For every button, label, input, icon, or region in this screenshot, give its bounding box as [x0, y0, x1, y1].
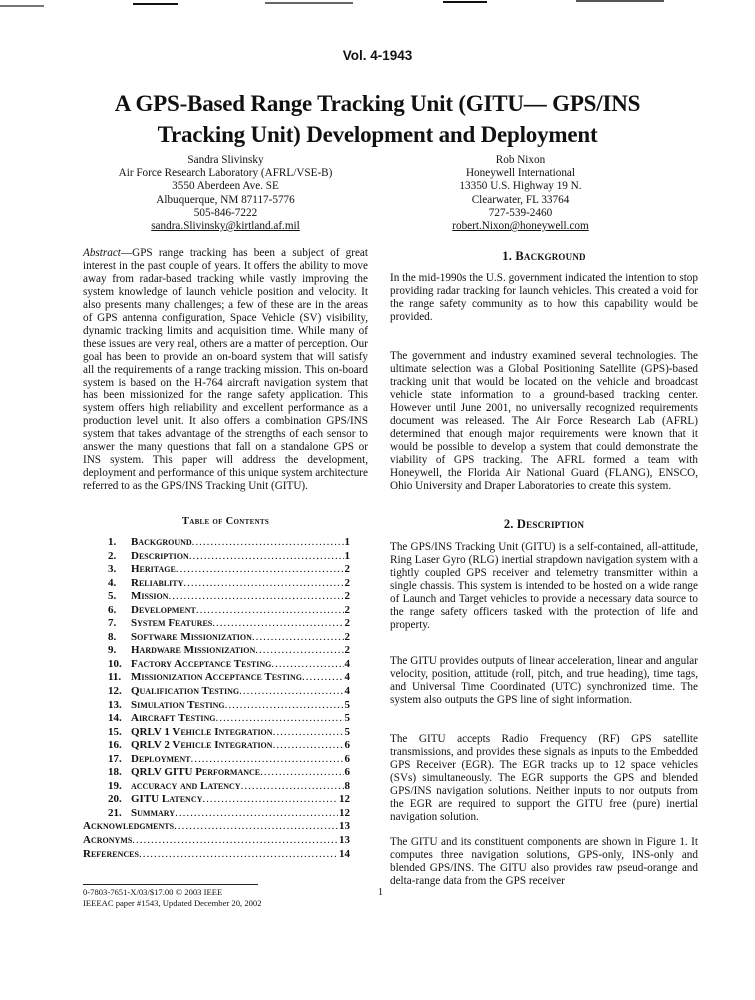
toc-number: 12. [108, 685, 122, 698]
toc-entry-acknowledgments[interactable] [83, 820, 350, 834]
paragraph-text: The GITU accepts Radio Frequency (RF) GPS satellite transmissions, and provides these signals as inputs to the Embedded GPS Receiver (EGR). The EGR tracks up to 12 space vehicles (SVs) simultaneously. The EGR supports the GPS and blended GPS/INS navigation solutions. Neither inputs to nor outputs from the EGR are required to support the GITU free (pure) inertial navigation solution. [390, 733, 698, 823]
toc-page: 4 [344, 657, 350, 670]
toc-leader-dots [191, 753, 344, 767]
toc-leader-dots [273, 726, 344, 740]
toc-number: 21. [108, 806, 122, 819]
toc-page: 5 [344, 698, 350, 711]
toc-number: 7. [108, 617, 117, 630]
toc-page: 5 [344, 725, 350, 738]
toc-title: Deployment [131, 752, 191, 765]
toc-page: 1 [344, 549, 350, 562]
paper-title-line-1: A GPS-Based Range Tracking Unit (GITU— GPS/INS [114, 91, 641, 116]
toc-page: 13 [339, 820, 350, 833]
toc-page: 2 [344, 630, 350, 643]
toc-page: 4 [344, 685, 350, 698]
page-number: 1 [378, 887, 383, 898]
toc-number: 4. [108, 576, 117, 589]
toc-entry-background[interactable] [108, 536, 350, 550]
toc-title: Software Missionization [131, 630, 252, 643]
toc-title: accuracy and Latency [131, 779, 241, 792]
volume-label: Vol. 4-1943 [342, 48, 413, 63]
toc-leader-dots [183, 577, 343, 591]
toc-entry-simulation-testing[interactable] [108, 699, 350, 713]
toc-page: 13 [339, 834, 350, 847]
toc-leader-dots [225, 699, 344, 713]
toc-entry-heritage[interactable] [108, 563, 350, 577]
toc-entry-description[interactable] [108, 550, 350, 564]
footnote-divider [83, 884, 258, 885]
abstract [83, 247, 368, 493]
toc-number: 9. [108, 644, 117, 657]
author-name: Rob Nixon [495, 154, 546, 166]
toc-title: Acronyms [83, 834, 133, 847]
toc-number: 10. [108, 657, 122, 670]
toc-entry-qrlv2-vehicle-integration[interactable] [108, 739, 350, 753]
toc-number: 19. [108, 779, 122, 792]
scan-artifact [133, 3, 178, 5]
toc-number: 16. [108, 739, 122, 752]
toc-page: 2 [344, 644, 350, 657]
toc-leader-dots [202, 793, 338, 807]
toc-title: Mission [131, 590, 169, 603]
toc-page: 2 [344, 617, 350, 630]
toc-title: Acknowledgments [83, 820, 175, 833]
toc-number: 5. [108, 590, 117, 603]
toc-number: 15. [108, 725, 122, 738]
author-email-link[interactable]: sandra.Slivinsky@kirtland.af.mil [151, 220, 300, 233]
toc-leader-dots [239, 685, 343, 699]
toc-entry-missionization-acceptance-testing[interactable] [108, 671, 350, 685]
scan-artifact [443, 1, 487, 3]
author-block-1 [83, 154, 368, 233]
background-paragraph-1 [390, 272, 698, 324]
toc-number: 20. [108, 793, 122, 806]
toc-page: 14 [339, 847, 350, 860]
section-heading-description: 2. Description [503, 517, 585, 531]
author-phone: 727-539-2460 [488, 206, 553, 219]
toc-title: Hardware Missionization [131, 644, 256, 657]
toc-number: 11. [108, 671, 122, 684]
toc-entry-aircraft-testing[interactable] [108, 712, 350, 726]
paper-id-line: IEEEAC paper #1543, Updated December 20, 2002 [83, 898, 262, 908]
toc-leader-dots [192, 536, 344, 550]
toc-entry-summary[interactable] [108, 807, 350, 821]
toc-page: 2 [344, 603, 350, 616]
toc-page: 2 [344, 590, 350, 603]
toc-page: 5 [344, 712, 350, 725]
toc-leader-dots [273, 739, 344, 753]
toc-heading: Table of Contents [181, 516, 270, 527]
toc-title: QRLV GITU Performance [131, 766, 261, 779]
toc-entry-mission[interactable] [108, 590, 350, 604]
toc-leader-dots [255, 644, 343, 658]
author-affiliation: Honeywell International [465, 167, 576, 180]
toc-entry-development[interactable] [108, 604, 350, 618]
toc-leader-dots [241, 780, 344, 794]
author-email-link[interactable]: robert.Nixon@honeywell.com [452, 220, 589, 233]
toc-leader-dots [212, 617, 343, 631]
toc-number: 6. [108, 603, 117, 616]
toc-leader-dots [271, 658, 343, 672]
toc-page: 6 [344, 739, 350, 752]
author-address-line-2: Albuquerque, NM 87117-5776 [156, 193, 295, 206]
toc-title: Description [131, 549, 189, 562]
toc-page: 12 [339, 793, 350, 806]
toc-number: 13. [108, 698, 122, 711]
footnote [83, 887, 262, 909]
author-block-2 [388, 154, 653, 233]
paragraph-text: The GITU provides outputs of linear acceleration, linear and angular velocity, position, attitude (roll, pitch, and true heading), time tags, and Universal Time Coordinated (UTC) synchronized time. The system also outputs the GPS line of sight information. [390, 655, 698, 706]
toc-page: 8 [344, 779, 350, 792]
paragraph-text: The GITU and its constituent components are shown in Figure 1. It computes three navigation solutions, GPS-only, INS-only and blended GPS/INS. The GITU also provides raw pseud-orange and delta-range data from the GPS receiver [390, 836, 698, 887]
toc-title: References [83, 847, 139, 860]
toc-entry-hardware-missionization[interactable] [108, 644, 350, 658]
toc-title: System Features [131, 617, 213, 630]
toc-entry-deployment[interactable] [108, 753, 350, 767]
toc-leader-dots [189, 550, 344, 564]
background-paragraph-2 [390, 350, 698, 492]
paper-title-line-2: Tracking Unit) Development and Deployment [157, 122, 598, 147]
toc-entry-acronyms[interactable] [83, 834, 350, 848]
toc-leader-dots [174, 820, 338, 834]
author-affiliation: Air Force Research Laboratory (AFRL/VSE-B) [118, 167, 333, 180]
toc-entry-qrlv-gitu-performance[interactable] [108, 766, 350, 780]
toc-page: 2 [344, 576, 350, 589]
toc-entry-reliability[interactable] [108, 577, 350, 591]
toc-number: 1. [108, 536, 117, 548]
toc-leader-dots [302, 671, 344, 685]
toc-leader-dots [196, 604, 344, 618]
abstract-text: —GPS range tracking has been a subject of great interest in the past couple of years. It offers the ability to move away from radar-based tracking while vastly improving the system knowledge of launch vehicle position and velocity. It also presents many challenges; a few of these are in the areas of GPS antenna configuration, Space Vehicle (SV) visibility, dynamic tracking limits and acquisition time. While many of these issues are very real, others are a matter of perception. Our goal has been to provide an on-board system that will satisfy all the requirements of a range tracking mission. This on-board system is based on the H-764 aircraft navigation system that has been missionized for the range safety application. This system offers high reliability and excellent performance as a production level unit. It also offers a combination GPS/INS system that takes advantage of the strengths of each sensor to answer the many questions that fall on a standalone GPS or INS system. This paper will address the development, deployment and performance of this unique system architecture referred to as the GPS/INS Tracking Unit (GITU). [83, 247, 368, 493]
paragraph-text: The government and industry examined several technologies. The ultimate selection was a Global Positioning Satellite (GPS)-based tracking unit that would be located on the vehicle and broadcast vehicle state information to a ground-based tracking center. However until June 2001, no universally recognized requirements document was released. The Air Force Research Lab (AFRL) determined that enough major requirements were known that it would be possible to develop a system that could demonstrate the viability of GPS tracking. The AFRL formed a team with Honeywell, the Florida Air National Guard (FLANG), ENSCO, Ohio University and Draper Laboratories to create this system. [390, 350, 698, 492]
author-phone: 505-846-7222 [193, 206, 258, 219]
toc-title: Missionization Acceptance Testing [131, 671, 302, 684]
abstract-label: Abstract [83, 247, 121, 259]
toc-entry-gitu-latency[interactable] [108, 793, 350, 807]
toc-entry-software-missionization[interactable] [108, 631, 350, 645]
toc-title: Aircraft Testing [131, 712, 216, 725]
toc-entry-system-features[interactable] [108, 617, 350, 631]
scan-artifact [265, 2, 353, 4]
toc-page: 1 [344, 536, 350, 548]
toc-title: QRLV 1 Vehicle Integration [131, 725, 273, 738]
toc-number: 3. [108, 563, 117, 576]
toc-entry-factory-acceptance-testing[interactable] [108, 658, 350, 672]
toc-entry-qualification-testing[interactable] [108, 685, 350, 699]
toc-page: 6 [344, 766, 350, 779]
description-paragraph-1 [390, 541, 698, 632]
toc-title: Factory Acceptance Testing [131, 657, 272, 670]
author-address-line-2: Clearwater, FL 33764 [471, 193, 570, 206]
toc-title: Reliablity [131, 576, 184, 589]
toc-entry-references[interactable] [83, 848, 350, 862]
description-paragraph-3 [390, 733, 698, 824]
paragraph-text: The GPS/INS Tracking Unit (GITU) is a self-contained, all-attitude, Ring Laser Gyro (RLG) inertial strapdown navigation system with a tightly coupled GPS receiver and telemetry transmitter within a single chassis. This system is intended to be hosted on a wide range of Launch and Target vehicles to provide a necessary data source to the range safety officers tasked with the protection of life and property. [390, 541, 698, 631]
toc-title: Background [131, 536, 192, 548]
toc-title: QRLV 2 Vehicle Integration [131, 739, 273, 752]
table-of-contents [83, 536, 350, 861]
toc-leader-dots [132, 834, 338, 848]
toc-leader-dots [169, 590, 344, 604]
toc-number: 2. [108, 549, 117, 562]
toc-title: Summary [131, 806, 176, 819]
toc-page: 6 [344, 752, 350, 765]
author-address-line-1: 3550 Aberdeen Ave. SE [172, 180, 279, 193]
toc-number: 8. [108, 630, 117, 643]
toc-leader-dots [175, 807, 338, 821]
toc-title: GITU Latency [131, 793, 203, 806]
scan-artifact [0, 5, 44, 7]
toc-title: Qualification Testing [131, 685, 240, 698]
toc-number: 14. [108, 712, 122, 725]
paper-title [60, 88, 695, 150]
toc-title: Simulation Testing [131, 698, 225, 711]
toc-entry-accuracy-and-latency[interactable] [108, 780, 350, 794]
author-name: Sandra Slivinsky [187, 154, 264, 166]
toc-page: 4 [344, 671, 350, 684]
toc-page: 2 [344, 563, 350, 576]
paragraph-text: In the mid-1990s the U.S. government indicated the intention to stop providing radar tracking for launch vehicles. This created a void for the range safety community as to how this capability would be provided. [390, 272, 698, 323]
toc-leader-dots [216, 712, 344, 726]
scan-artifact [576, 0, 664, 2]
description-paragraph-2 [390, 655, 698, 707]
toc-number: 18. [108, 766, 122, 779]
author-address-line-1: 13350 U.S. Highway 19 N. [459, 180, 582, 193]
toc-page: 12 [339, 806, 350, 819]
toc-entry-qrlv1-vehicle-integration[interactable] [108, 726, 350, 740]
toc-title: Heritage [131, 563, 176, 576]
toc-leader-dots [139, 848, 338, 862]
toc-title: Development [131, 603, 196, 616]
section-heading-background: 1. Background [502, 249, 586, 263]
toc-leader-dots [260, 766, 343, 780]
description-paragraph-4 [390, 836, 698, 888]
toc-number: 17. [108, 752, 122, 765]
toc-leader-dots [252, 631, 344, 645]
copyright-line: 0-7803-7651-X/03/$17.00 © 2003 IEEE [83, 887, 223, 897]
toc-leader-dots [176, 563, 344, 577]
